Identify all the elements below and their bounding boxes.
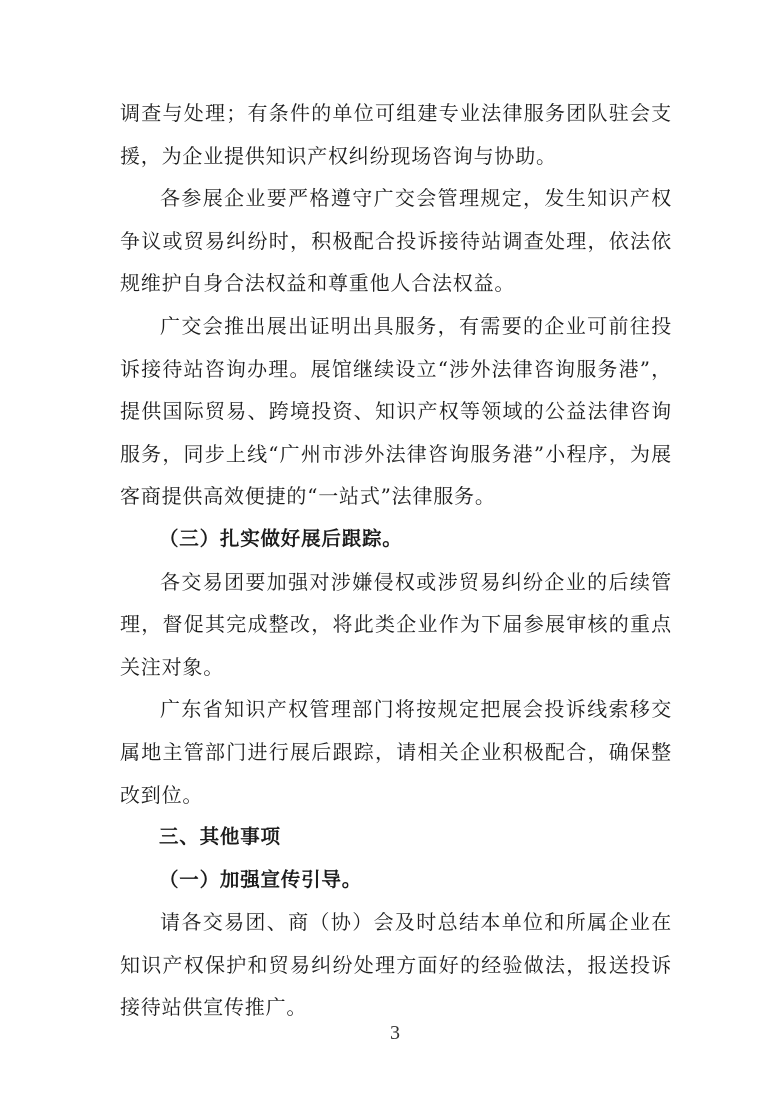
page-number: 3	[390, 1022, 400, 1044]
paragraph-delegation-management: 各交易团要加强对涉嫌侵权或涉贸易纠纷企业的后续管理，督促其完成整改，将此类企业作为下届参展审核的重点关注对象。	[120, 569, 672, 679]
paragraph-provincial-ip-department: 广东省知识产权管理部门将按规定把展会投诉线索移交属地主管部门进行展后跟踪，请相关企业积极配合，确保整改到位。	[120, 697, 672, 807]
section-heading-publicity: （一）加强宣传引导。	[159, 867, 363, 891]
section-heading-other-matters: 三、其他事项	[159, 825, 281, 849]
paragraph-experience-reporting: 请各交易团、商（协）会及时总结本单位和所属企业在知识产权保护和贸易纠纷处理方面好的经验做法，报送投诉接待站供宣传推广。	[120, 910, 672, 1020]
document-body	[120, 92, 672, 1029]
paragraph-legal-services: 广交会推出展出证明出具服务，有需要的企业可前往投诉接待站咨询办理。展馆继续设立“涉外法律咨询服务港”，提供国际贸易、跨境投资、知识产权等领域的公益法律咨询服务，同步上线“广州市涉外法律咨询服务港”小程序，为展客商提供高效便捷的“一站式”法律服务。	[120, 313, 672, 509]
paragraph-exhibitor-compliance: 各参展企业要严格遵守广交会管理规定，发生知识产权争议或贸易纠纷时，积极配合投诉接待站调查处理，依法依规维护自身合法权益和尊重他人合法权益。	[120, 186, 672, 296]
paragraph-continuation: 调查与处理；有条件的单位可组建专业法律服务团队驻会支援，为企业提供知识产权纠纷现场咨询与协助。	[120, 101, 672, 168]
section-heading-follow-up: （三）扎实做好展后跟踪。	[159, 526, 403, 550]
